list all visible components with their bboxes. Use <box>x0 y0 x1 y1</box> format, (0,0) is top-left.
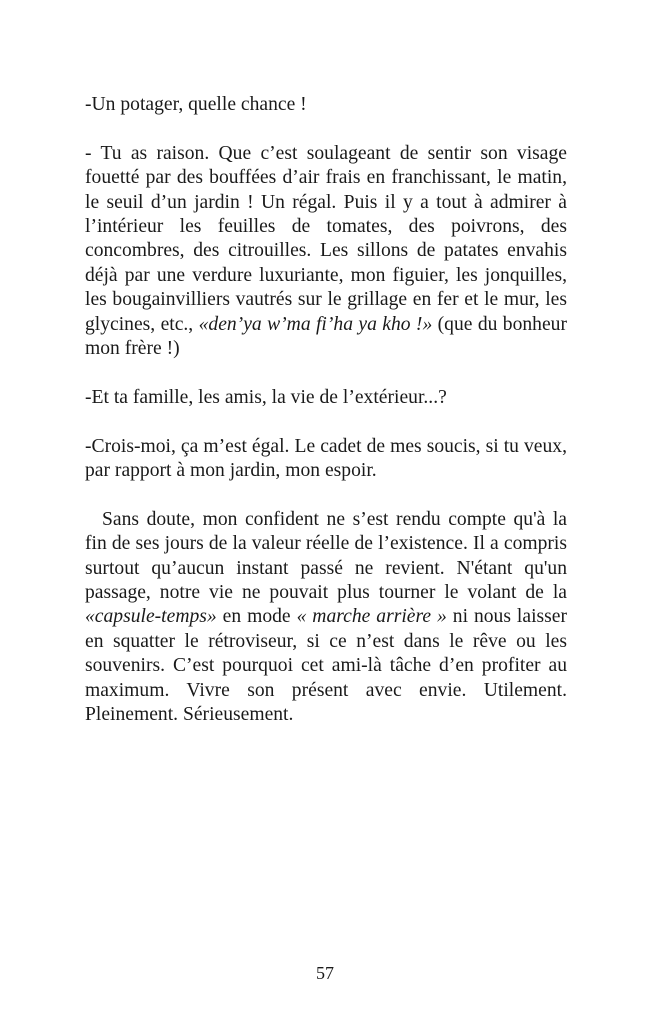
paragraph-text: Sans doute, mon confident ne s’est rendu compte qu'à la fin de ses jours de la valeur réelle de l’existence. Il a compris surtout qu’aucun instant passé ne revient. N'étant qu'un passage, notre vie ne pouvait plus tourner le volant de la <box>85 508 567 604</box>
body-text <box>85 93 567 728</box>
paragraph-spacer <box>85 117 567 141</box>
paragraph-dialogue-3: -Et ta famille, les amis, la vie de l’extérieur...? <box>85 386 447 408</box>
italic-quote: «den’ya w’ma fi’ha ya kho !» <box>198 313 433 335</box>
italic-phrase: « marche arrière » <box>296 606 447 628</box>
page-number: 57 <box>316 963 334 983</box>
paragraph-narrative <box>85 508 567 728</box>
paragraph-text: (que du bonheur mon frère !) <box>85 313 567 360</box>
paragraph-text: - Tu as raison. Que c’est soulageant de sentir son visage fouetté par des bouffées d’air frais en franchissant, le matin, le seuil d’un jardin ! Un régal. Puis il y a tout à admirer à l’intérieur les feuilles de tomates, des poivrons, des concombres, des citrouilles. Les sillons de patates envahis déjà par une verdure luxuriante, mon figuier, les jonquilles, les bougainvilliers vautrés sur le grillage en fer et le mur, les glycines, etc., <box>85 142 567 335</box>
paragraph-text: ni nous laisser en squatter le rétroviseur, si ce n’est dans le rêve ou les souvenirs. C’est pourquoi cet ami-là tâche d’en profiter au maximum. Vivre son présent avec envie. Utilement. Pleinement. Sérieusement. <box>85 606 567 726</box>
paragraph-spacer <box>85 410 567 434</box>
paragraph-text: en mode <box>216 606 297 628</box>
paragraph-dialogue-1: -Un potager, quelle chance ! <box>85 94 307 115</box>
paragraph-dialogue-4: -Crois-moi, ça m’est égal. Le cadet de mes soucis, si tu veux, par rapport à mon jardin, mon espoir. <box>85 435 567 482</box>
paragraph-spacer <box>85 361 567 385</box>
paragraph-dialogue-2 <box>85 142 567 362</box>
paragraph-spacer <box>85 483 567 507</box>
italic-phrase: «capsule-temps» <box>85 606 217 628</box>
